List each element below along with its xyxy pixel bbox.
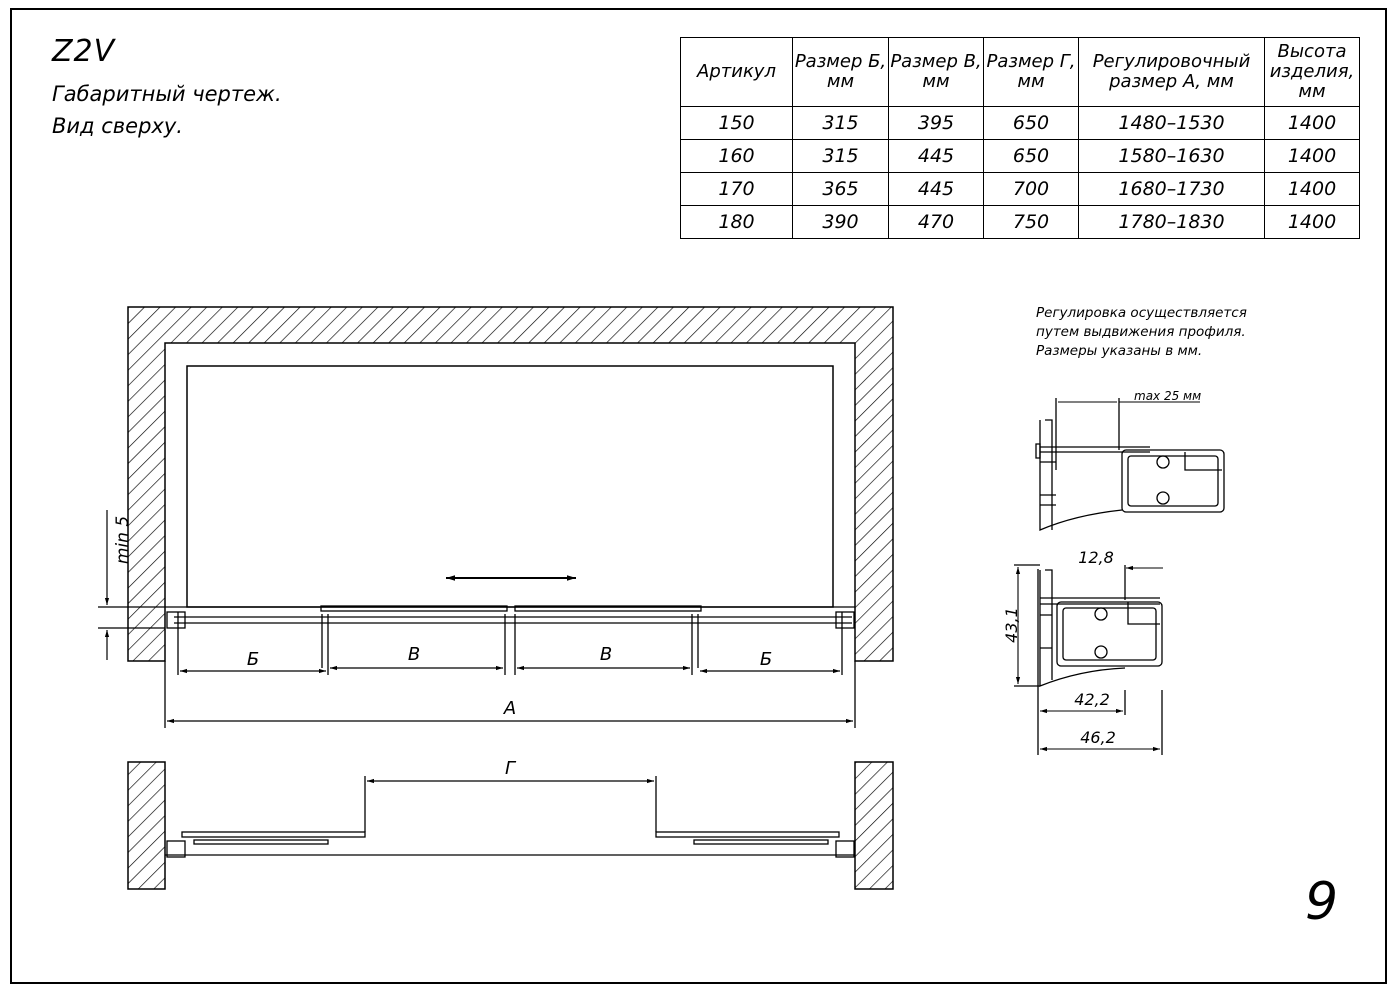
dimension-v-left: В [407,644,421,665]
table-cell: 160 [681,140,793,173]
table-cell: 1400 [1265,107,1360,140]
note-line: Регулировка осуществляется [1036,305,1247,321]
column-header: Регулировочный размер А, мм [1079,38,1265,107]
table-cell: 180 [681,206,793,239]
column-header: Размер Г, мм [984,38,1079,107]
min-dimension-label: min 5 [113,515,133,565]
drawing-subtitle: Габаритный чертеж. [52,82,282,106]
table-cell: 315 [793,107,889,140]
wall-left-lower [128,762,165,889]
model-title: Z2V [52,34,116,69]
table-cell: 390 [793,206,889,239]
column-header: Размер Б, мм [793,38,889,107]
dimension-12-8: 12,8 [1078,548,1114,567]
open-door-panels [165,776,855,857]
dimension-46-2: 46,2 [1080,728,1116,747]
table-cell: 365 [793,173,889,206]
page-number: 9 [1305,872,1339,932]
table-cell: 315 [793,140,889,173]
dimension-v-right: В [599,644,613,665]
table-cell: 1480–1530 [1079,107,1265,140]
view-subtitle: Вид сверху. [52,114,183,138]
dimension-b-left: Б [246,649,260,670]
table-cell: 1400 [1265,206,1360,239]
table-cell: 445 [889,173,984,206]
dimension-g: Г [504,758,516,779]
shower-tray-outline [187,366,833,607]
table-cell: 1400 [1265,173,1360,206]
column-header: Высота изделия, мм [1265,38,1360,107]
table-cell: 1780–1830 [1079,206,1265,239]
note-line: путем выдвижения профиля. [1036,324,1246,340]
wall-right-lower [855,762,893,889]
table-cell: 700 [984,173,1079,206]
table-cell: 1580–1630 [1079,140,1265,173]
dimension-b-right: Б [759,649,773,670]
profile-detail-retracted [1014,565,1162,755]
table-cell: 1400 [1265,140,1360,173]
table-cell: 395 [889,107,984,140]
table-cell: 470 [889,206,984,239]
table-cell: 750 [984,206,1079,239]
table-cell: 1680–1730 [1079,173,1265,206]
profile-detail-extended [1036,398,1224,530]
dimension-a: А [503,698,517,719]
table-cell: 650 [984,107,1079,140]
max-dimension-label: max 25 мм [1134,389,1202,403]
table-cell: 445 [889,140,984,173]
note-line: Размеры указаны в мм. [1036,343,1203,359]
wall-niche [128,307,893,661]
dimension-43-1: 43,1 [1002,607,1021,643]
dimension-42-2: 42,2 [1074,690,1110,709]
column-header: Размер В, мм [889,38,984,107]
table-cell: 650 [984,140,1079,173]
table-cell: 150 [681,107,793,140]
column-header: Артикул [681,38,793,107]
table-cell: 170 [681,173,793,206]
